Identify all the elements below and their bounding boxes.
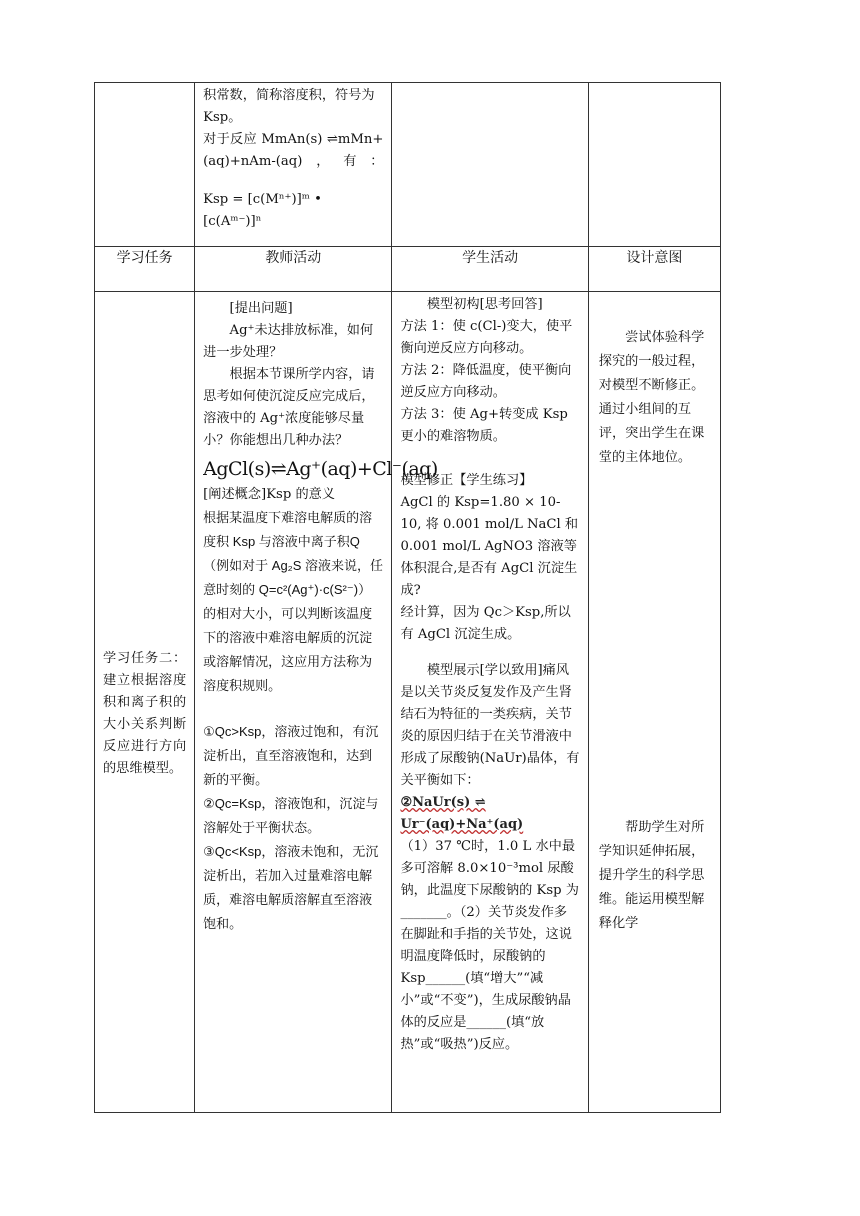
model-show-text: 模型展示[学以致用]痛风是以关节炎反复发作及产生肾结石为特征的一类疾病，关节炎的原因归结于在关节滑液中形成了尿酸钠(NaUr)晶体，有关平衡如下：	[400, 663, 580, 788]
header-teacher-activity: 教师活动	[195, 247, 392, 292]
method-3: 方法 3：使 Ag+转变成 Ksp 更小的难溶物质。	[400, 407, 568, 444]
question-2: 根据本节课所学内容，请思考如何使沉淀反应完成后，溶液中的 Ag⁺浓度能够尽量小？你能想出几种办法？	[203, 367, 375, 448]
intent-2: 帮助学生对所学知识延伸拓展，提升学生的科学思维。能运用模型解释化学	[598, 820, 705, 931]
sodium-urate-equation: ②NaUr(s) ⇌ Ur⁻(aq)+Na⁺(aq)	[400, 795, 524, 832]
task-cell	[95, 292, 195, 1113]
empty-cell	[588, 83, 720, 247]
model-build-label: 模型初构[思考回答]	[426, 297, 543, 312]
dissolution-equation: AgCl(s)⇌Ag⁺(aq)+Cl⁻(aq)	[203, 458, 438, 480]
rule-1: ①Qc>Ksp，溶液过饱和，有沉淀析出，直至溶液饱和，达到新的平衡。	[203, 724, 379, 787]
rule-2: ②Qc=Ksp，溶液饱和，沉淀与溶解处于平衡状态。	[203, 796, 379, 835]
empty-cell	[392, 83, 588, 247]
raise-question-label: [提出问题]	[229, 301, 293, 316]
table-row	[95, 83, 721, 247]
concept-title: [阐述概念]Ksp 的意义	[203, 487, 336, 502]
table-header-row	[95, 247, 721, 292]
lesson-plan-table	[94, 82, 721, 1113]
question-1: Ag⁺未达排放标准，如何进一步处理？	[203, 323, 374, 360]
exercise-text: AgCl 的 Ksp=1.80 × 10-10, 将 0.001 mol/L NaCl 和 0.001 mol/L AgNO3 溶液等体积混合,是否有 AgCl 沉淀生成?	[400, 495, 579, 598]
definition-cell	[195, 83, 392, 247]
table-row	[95, 292, 721, 1113]
task-label: 学习任务二：建立根据溶度积和离子积的大小关系判断反应进行方向的思维模型。	[103, 651, 187, 776]
method-2: 方法 2：降低温度，使平衡向逆反应方向移动。	[400, 363, 572, 400]
model-fix-label: 模型修正【学生练习】	[400, 473, 533, 488]
header-design-intent: 设计意图	[588, 247, 720, 292]
header-student-activity: 学生活动	[392, 247, 588, 292]
empty-cell	[95, 83, 195, 247]
intent-1: 尝试体验科学探究的一般过程，对模型不断修正。通过小组间的互评，突出学生在课堂的主体地位。	[598, 330, 705, 465]
design-intent-cell	[588, 292, 720, 1113]
student-activity-cell	[392, 292, 588, 1113]
teacher-activity-cell	[195, 292, 438, 1113]
reaction-line: 对于反应 MmAn(s) ⇌mMn+(aq)+nAm-(aq)，有：	[203, 132, 384, 169]
concept-body: 根据某温度下难溶电解质的溶度积 Ksp 与溶液中离子积Q（例如对于 Ag₂S 溶液来说，任意时刻的 Q=c²(Ag⁺)·c(S²⁻)） 的相对大小，可以判断该温度下的溶液中难溶电解质的沉淀或溶解情况，这应用方法称为溶度积规则。	[203, 510, 383, 693]
rule-3: ③Qc<Ksp，溶液未饱和，无沉淀析出，若加入过量难溶电解质，难溶电解质溶解直至溶液饱和。	[203, 844, 379, 931]
ksp-formula: Ksp = [c(Mⁿ⁺)]ᵐ • [c(Aᵐ⁻)]ⁿ	[203, 192, 322, 229]
urate-question: （1）37 ℃时，1.0 L 水中最多可溶解 8.0×10⁻³mol 尿酸钠，此温度下尿酸钠的 Ksp 为_______。（2）关节炎发作多在脚趾和手指的关节处，这说明温度降低时，尿酸钠的 Ksp______(填“增大”“减小”或“不变”)，生成尿酸钠晶体的反应是______(填“放热”或“吸热”)反应。	[400, 839, 579, 1052]
method-1: 方法 1：使 c(Cl-)变大，使平衡向逆反应方向移动。	[400, 319, 573, 356]
definition-line: 积常数，简称溶度积，符号为 Ksp。	[203, 88, 375, 125]
exercise-answer: 经计算，因为 Qc＞Ksp,所以有 AgCl 沉淀生成。	[400, 605, 571, 642]
header-learning-task: 学习任务	[95, 247, 195, 292]
